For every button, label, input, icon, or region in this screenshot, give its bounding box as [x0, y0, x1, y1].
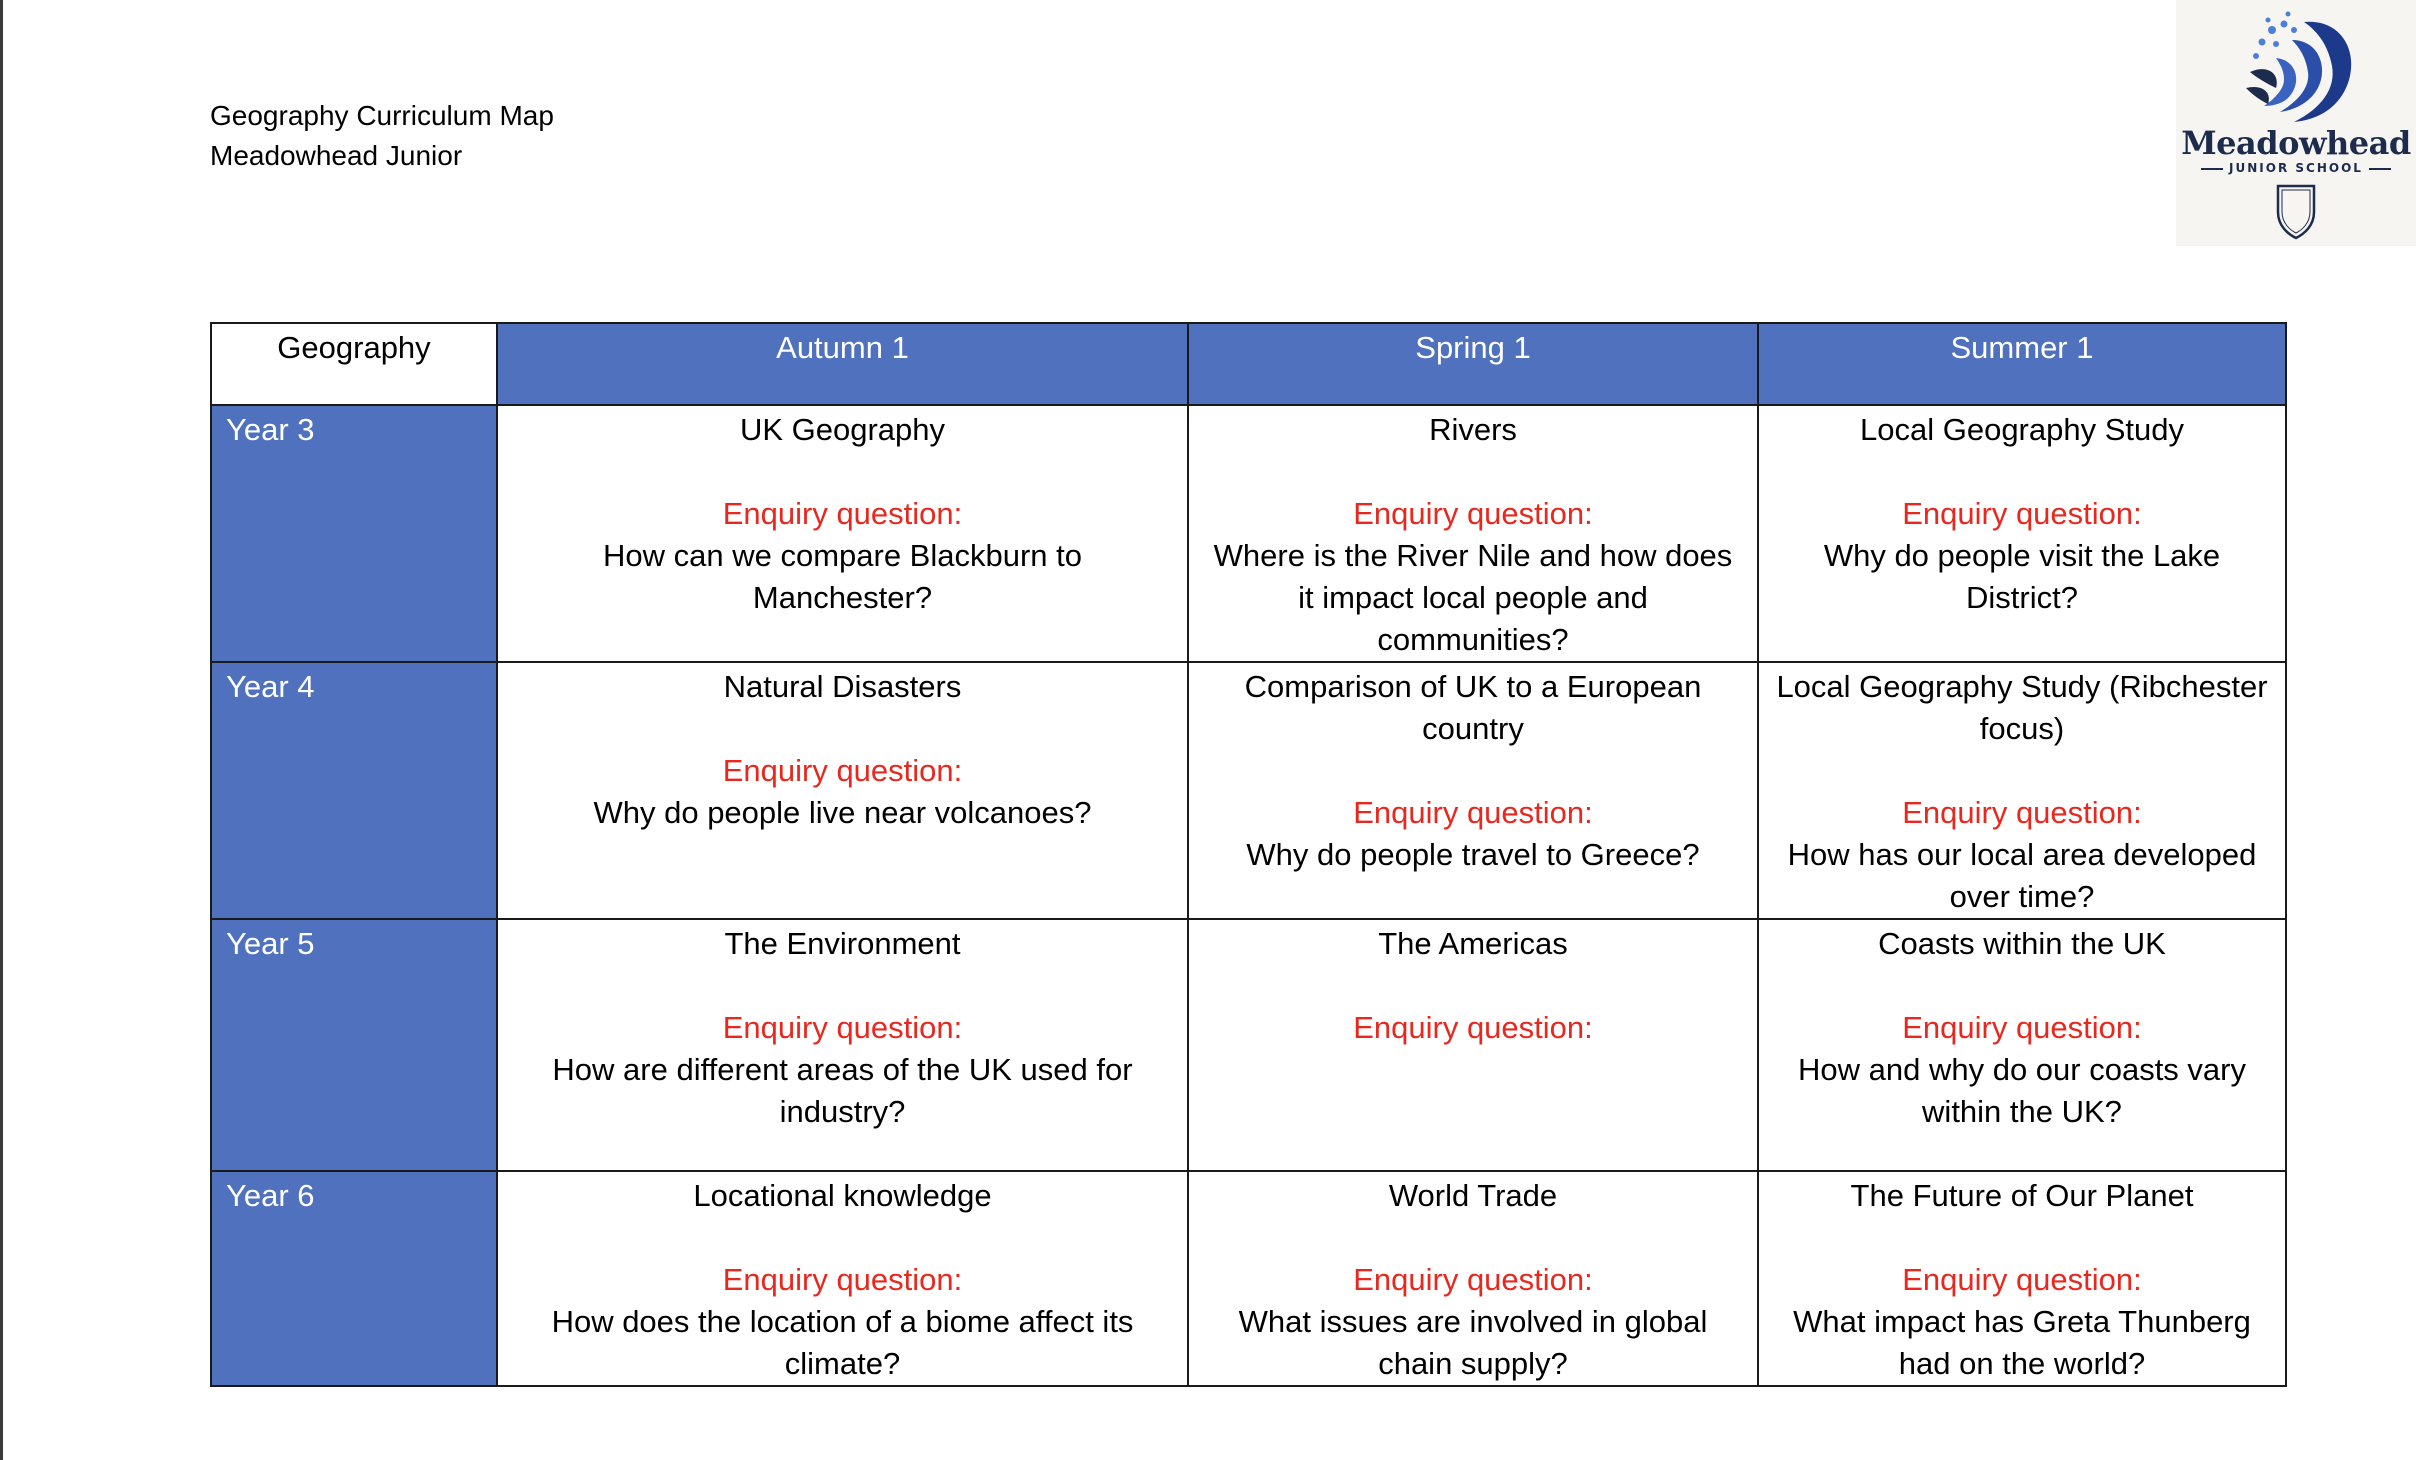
school-logo [2176, 0, 2416, 246]
enquiry-label: Enquiry question: [1902, 496, 2142, 531]
enquiry-question: How can we compare Blackburn to Manchester? [602, 538, 1082, 615]
term-header-spring: Spring 1 [1188, 323, 1758, 405]
unit-title: Rivers [1429, 412, 1517, 447]
unit-cell [497, 405, 1188, 662]
term-header-row [211, 323, 2286, 405]
year-label: Year 4 [211, 662, 497, 919]
enquiry-question: How has our local area developed over time? [1787, 837, 2257, 914]
unit-title: Locational knowledge [693, 1178, 992, 1213]
unit-cell [497, 919, 1188, 1171]
enquiry-question: Where is the River Nile and how does it impact local people and communities? [1213, 538, 1733, 657]
unit-title: Comparison of UK to a European country [1244, 669, 1702, 746]
unit-cell [1758, 662, 2286, 919]
unit-cell [497, 662, 1188, 919]
table-row [211, 1171, 2286, 1386]
enquiry-label: Enquiry question: [1902, 1010, 2142, 1045]
table-row [211, 405, 2286, 662]
term-header-summer: Summer 1 [1758, 323, 2286, 405]
enquiry-label: Enquiry question: [1353, 1010, 1593, 1045]
enquiry-label: Enquiry question: [1353, 795, 1593, 830]
unit-cell [1758, 919, 2286, 1171]
page-edge [0, 0, 3, 1460]
document-title: Geography Curriculum Map [210, 100, 554, 131]
unit-title: UK Geography [739, 412, 946, 447]
enquiry-question: How and why do our coasts vary within the UK? [1798, 1052, 2246, 1129]
unit-title: Coasts within the UK [1878, 926, 2166, 961]
unit-cell [497, 1171, 1188, 1386]
enquiry-label: Enquiry question: [722, 496, 963, 531]
wave-emblem-icon [2176, 0, 2416, 130]
unit-title: World Trade [1388, 1178, 1558, 1213]
enquiry-label: Enquiry question: [722, 1262, 963, 1297]
enquiry-question: Why do people live near volcanoes? [593, 795, 1092, 830]
unit-title: Local Geography Study (Ribchester focus) [1776, 669, 2268, 746]
enquiry-question: How are different areas of the UK used for industry? [552, 1052, 1133, 1129]
year-label: Year 5 [211, 919, 497, 1171]
enquiry-label: Enquiry question: [722, 753, 963, 788]
unit-cell [1758, 1171, 2286, 1386]
enquiry-label: Enquiry question: [1353, 496, 1593, 531]
curriculum-table [210, 322, 2287, 1387]
unit-title: Natural Disasters [723, 669, 962, 704]
unit-title: The Americas [1378, 926, 1568, 961]
unit-cell [1188, 662, 1758, 919]
unit-title: The Future of Our Planet [1850, 1178, 2194, 1213]
enquiry-label: Enquiry question: [1902, 795, 2142, 830]
enquiry-label: Enquiry question: [1902, 1262, 2142, 1297]
enquiry-label: Enquiry question: [1353, 1262, 1593, 1297]
unit-cell [1758, 405, 2286, 662]
enquiry-question: What issues are involved in global chain supply? [1238, 1304, 1708, 1381]
school-name: Meadowhead Junior [210, 140, 463, 171]
enquiry-question: Why do people visit the Lake District? [1823, 538, 2221, 615]
table-row [211, 919, 2286, 1171]
unit-cell [1188, 919, 1758, 1171]
crest-icon [2176, 182, 2416, 242]
year-label: Year 6 [211, 1171, 497, 1386]
unit-cell [1188, 405, 1758, 662]
term-header-autumn: Autumn 1 [497, 323, 1188, 405]
unit-title: The Environment [724, 926, 961, 961]
enquiry-question: Why do people travel to Greece? [1246, 837, 1700, 872]
document-header [210, 96, 554, 176]
logo-subtitle: JUNIOR SCHOOL [2176, 161, 2416, 175]
unit-cell [1188, 1171, 1758, 1386]
corner-label: Geography [211, 323, 497, 405]
year-label: Year 3 [211, 405, 497, 662]
enquiry-question: What impact has Greta Thunberg had on the world? [1793, 1304, 2251, 1381]
unit-title: Local Geography Study [1860, 412, 2184, 447]
logo-wordmark: Meadowhead [2181, 124, 2411, 162]
table-row [211, 662, 2286, 919]
enquiry-label: Enquiry question: [722, 1010, 963, 1045]
enquiry-question: How does the location of a biome affect its climate? [551, 1304, 1134, 1381]
